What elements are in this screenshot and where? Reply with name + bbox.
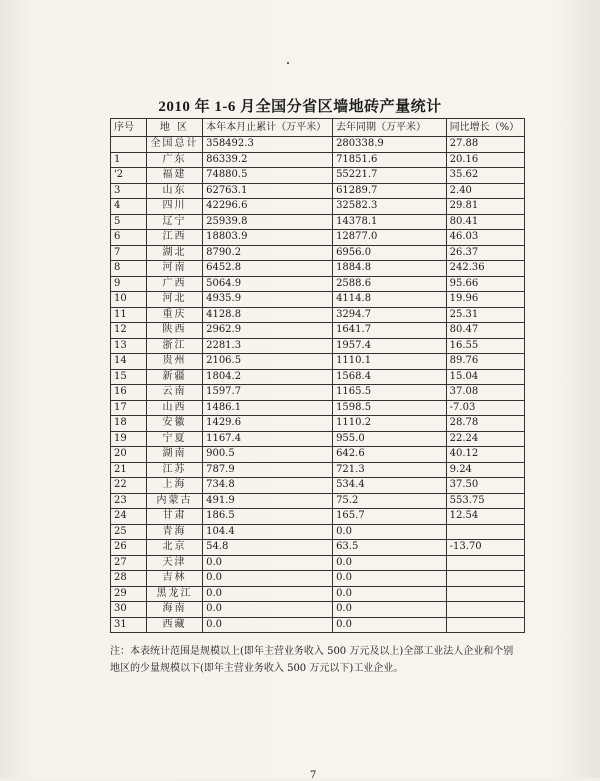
row-no: 31	[111, 617, 147, 633]
table-row	[111, 230, 525, 246]
table-row	[111, 323, 525, 339]
row-current: 900.5	[203, 447, 333, 463]
row-region: 安徽	[146, 416, 202, 432]
row-no: 7	[111, 245, 147, 261]
row-no: 15	[111, 369, 147, 385]
row-previous: 642.6	[333, 447, 447, 463]
row-current: 18803.9	[203, 230, 333, 246]
row-growth: 22.24	[446, 431, 524, 447]
row-current: 25939.8	[203, 214, 333, 230]
header-previous: 去年同期（万平米）	[333, 119, 447, 137]
row-growth: 40.12	[446, 447, 524, 463]
row-no: 21	[111, 462, 147, 478]
row-previous: 3294.7	[333, 307, 447, 323]
row-current: 5064.9	[203, 276, 333, 292]
table-row	[111, 369, 525, 385]
row-no: 4	[111, 199, 147, 215]
row-no: 13	[111, 338, 147, 354]
row-current: 104.4	[203, 524, 333, 540]
row-region: 广东	[146, 152, 202, 168]
row-previous: 1165.5	[333, 385, 447, 401]
row-previous: 165.7	[333, 509, 447, 525]
page-number: 7	[310, 770, 317, 781]
row-previous: 2588.6	[333, 276, 447, 292]
row-previous: 0.0	[333, 571, 447, 587]
row-previous: 12877.0	[333, 230, 447, 246]
row-previous: 63.5	[333, 540, 447, 556]
row-previous: 32582.3	[333, 199, 447, 215]
row-growth: 12.54	[446, 509, 524, 525]
row-current: 62763.1	[203, 183, 333, 199]
row-growth: 25.31	[446, 307, 524, 323]
row-region: 甘肃	[146, 509, 202, 525]
table-row	[111, 400, 525, 416]
row-growth	[446, 617, 524, 633]
row-region: 山西	[146, 400, 202, 416]
row-region: 西藏	[146, 617, 202, 633]
row-growth	[446, 571, 524, 587]
row-growth: 89.76	[446, 354, 524, 370]
row-region: 上海	[146, 478, 202, 494]
row-previous: 1598.5	[333, 400, 447, 416]
row-previous: 1884.8	[333, 261, 447, 277]
row-current: 0.0	[203, 602, 333, 618]
row-current: 1597.7	[203, 385, 333, 401]
row-current: 358492.3	[203, 137, 333, 153]
row-region: 贵州	[146, 354, 202, 370]
row-region: 天津	[146, 555, 202, 571]
table-row	[111, 137, 525, 153]
row-current: 42296.6	[203, 199, 333, 215]
row-previous: 0.0	[333, 586, 447, 602]
row-no: 8	[111, 261, 147, 277]
table-row	[111, 354, 525, 370]
row-no: 12	[111, 323, 147, 339]
row-previous: 0.0	[333, 617, 447, 633]
table-row	[111, 493, 525, 509]
header-no: 序号	[111, 119, 147, 137]
row-growth: 37.50	[446, 478, 524, 494]
row-no: 18	[111, 416, 147, 432]
row-no: 25	[111, 524, 147, 540]
row-current: 1429.6	[203, 416, 333, 432]
row-growth: 15.04	[446, 369, 524, 385]
row-region: 内蒙古	[146, 493, 202, 509]
table-row	[111, 431, 525, 447]
row-region: 广西	[146, 276, 202, 292]
row-region: 辽宁	[146, 214, 202, 230]
row-growth: 29.81	[446, 199, 524, 215]
table-row	[111, 199, 525, 215]
table-row	[111, 168, 525, 184]
row-growth: 242.36	[446, 261, 524, 277]
table-row	[111, 462, 525, 478]
row-no: 24	[111, 509, 147, 525]
row-no: 19	[111, 431, 147, 447]
row-current: 2962.9	[203, 323, 333, 339]
row-no: 20	[111, 447, 147, 463]
table-row	[111, 617, 525, 633]
row-region: 湖南	[146, 447, 202, 463]
row-region: 全国总计	[146, 137, 202, 153]
row-region: 海南	[146, 602, 202, 618]
row-growth	[446, 586, 524, 602]
row-growth: 19.96	[446, 292, 524, 308]
row-region: 河北	[146, 292, 202, 308]
row-current: 86339.2	[203, 152, 333, 168]
table-row	[111, 602, 525, 618]
row-no: 23	[111, 493, 147, 509]
row-no: 9	[111, 276, 147, 292]
table-row	[111, 261, 525, 277]
row-no: 11	[111, 307, 147, 323]
row-region: 黑龙江	[146, 586, 202, 602]
row-current: 2106.5	[203, 354, 333, 370]
row-region: 重庆	[146, 307, 202, 323]
row-growth: -7.03	[446, 400, 524, 416]
row-previous: 0.0	[333, 524, 447, 540]
table-row	[111, 555, 525, 571]
row-growth: 46.03	[446, 230, 524, 246]
row-current: 4935.9	[203, 292, 333, 308]
row-region: 浙江	[146, 338, 202, 354]
table-body	[111, 137, 525, 633]
row-no: 29	[111, 586, 147, 602]
row-current: 0.0	[203, 571, 333, 587]
row-previous: 1568.4	[333, 369, 447, 385]
row-previous: 4114.8	[333, 292, 447, 308]
table-row	[111, 416, 525, 432]
row-region: 陕西	[146, 323, 202, 339]
table-row	[111, 245, 525, 261]
row-previous: 6956.0	[333, 245, 447, 261]
row-region: 云南	[146, 385, 202, 401]
row-region: 河南	[146, 261, 202, 277]
table-row	[111, 509, 525, 525]
table-header-row	[111, 119, 525, 137]
row-no: 14	[111, 354, 147, 370]
scan-speck	[287, 62, 289, 64]
row-previous: 71851.6	[333, 152, 447, 168]
row-current: 8790.2	[203, 245, 333, 261]
row-growth	[446, 555, 524, 571]
table-row	[111, 586, 525, 602]
row-current: 0.0	[203, 617, 333, 633]
row-previous: 75.2	[333, 493, 447, 509]
row-no: 10	[111, 292, 147, 308]
header-region: 地 区	[146, 119, 202, 137]
row-no	[111, 137, 147, 153]
row-previous: 534.4	[333, 478, 447, 494]
table-row	[111, 571, 525, 587]
row-current: 2281.3	[203, 338, 333, 354]
row-previous: 61289.7	[333, 183, 447, 199]
row-current: 0.0	[203, 555, 333, 571]
row-current: 1167.4	[203, 431, 333, 447]
row-current: 6452.8	[203, 261, 333, 277]
table-row	[111, 276, 525, 292]
row-region: 湖北	[146, 245, 202, 261]
row-current: 491.9	[203, 493, 333, 509]
table-row	[111, 183, 525, 199]
row-previous: 1110.1	[333, 354, 447, 370]
row-no: 30	[111, 602, 147, 618]
row-growth: 16.55	[446, 338, 524, 354]
row-growth: 28.78	[446, 416, 524, 432]
row-current: 74880.5	[203, 168, 333, 184]
row-region: 山东	[146, 183, 202, 199]
table-row	[111, 447, 525, 463]
row-growth	[446, 602, 524, 618]
page-title: 2010 年 1-6 月全国分省区墙地砖产量统计	[158, 99, 442, 115]
row-region: 新疆	[146, 369, 202, 385]
table-row	[111, 524, 525, 540]
row-growth: 37.08	[446, 385, 524, 401]
table-row	[111, 478, 525, 494]
row-no: 6	[111, 230, 147, 246]
row-current: 54.8	[203, 540, 333, 556]
row-previous: 0.0	[333, 555, 447, 571]
row-growth: -13.70	[446, 540, 524, 556]
row-growth: 27.88	[446, 137, 524, 153]
row-region: 宁夏	[146, 431, 202, 447]
table-row	[111, 152, 525, 168]
production-table	[110, 118, 525, 633]
row-no: 3	[111, 183, 147, 199]
table-row	[111, 540, 525, 556]
row-no: 16	[111, 385, 147, 401]
row-growth: 20.16	[446, 152, 524, 168]
row-current: 734.8	[203, 478, 333, 494]
row-current: 4128.8	[203, 307, 333, 323]
row-no: 28	[111, 571, 147, 587]
row-no: 1	[111, 152, 147, 168]
row-no: '2	[111, 168, 147, 184]
row-previous: 1110.2	[333, 416, 447, 432]
row-previous: 955.0	[333, 431, 447, 447]
row-no: 5	[111, 214, 147, 230]
row-growth: 553.75	[446, 493, 524, 509]
row-no: 26	[111, 540, 147, 556]
row-current: 787.9	[203, 462, 333, 478]
row-region: 福建	[146, 168, 202, 184]
row-growth: 80.47	[446, 323, 524, 339]
row-previous: 721.3	[333, 462, 447, 478]
row-growth: 2.40	[446, 183, 524, 199]
row-current: 186.5	[203, 509, 333, 525]
table-row	[111, 214, 525, 230]
row-region: 江苏	[146, 462, 202, 478]
row-previous: 0.0	[333, 602, 447, 618]
row-no: 17	[111, 400, 147, 416]
table-row	[111, 292, 525, 308]
row-region: 青海	[146, 524, 202, 540]
header-growth: 同比增长（%）	[446, 119, 524, 137]
row-current: 1486.1	[203, 400, 333, 416]
row-growth: 26.37	[446, 245, 524, 261]
table-row	[111, 307, 525, 323]
row-no: 27	[111, 555, 147, 571]
row-growth: 95.66	[446, 276, 524, 292]
table-row	[111, 385, 525, 401]
row-region: 吉林	[146, 571, 202, 587]
row-region: 四川	[146, 199, 202, 215]
row-previous: 1641.7	[333, 323, 447, 339]
row-growth: 80.41	[446, 214, 524, 230]
row-growth: 9.24	[446, 462, 524, 478]
row-growth	[446, 524, 524, 540]
footnote: 注：本表统计范围是规模以上(即年主营业务收入 500 万元及以上)全部工业法人企业和个别地区的少量规模以下(即年主营业务收入 500 万元以下)工业企业。	[110, 646, 514, 674]
row-region: 江西	[146, 230, 202, 246]
table-row	[111, 338, 525, 354]
row-current: 1804.2	[203, 369, 333, 385]
row-previous: 55221.7	[333, 168, 447, 184]
row-previous: 14378.1	[333, 214, 447, 230]
row-current: 0.0	[203, 586, 333, 602]
row-previous: 1957.4	[333, 338, 447, 354]
header-current: 本年本月止累计（万平米）	[203, 119, 333, 137]
row-region: 北京	[146, 540, 202, 556]
row-no: 22	[111, 478, 147, 494]
row-growth: 35.62	[446, 168, 524, 184]
row-previous: 280338.9	[333, 137, 447, 153]
